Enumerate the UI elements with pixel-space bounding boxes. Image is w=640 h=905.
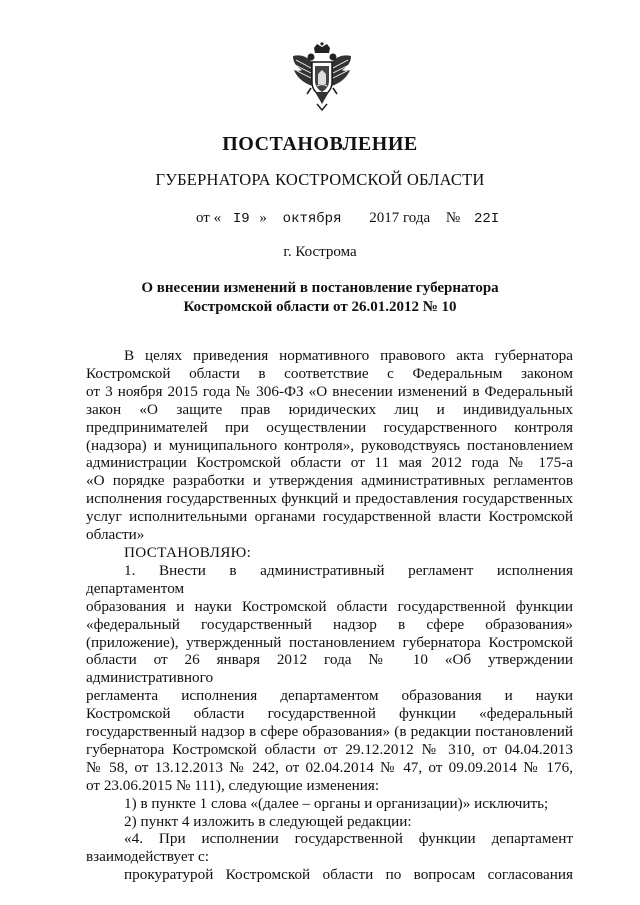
body-line: закон «О защите прав юридических лиц и индивидуальных (86, 400, 573, 418)
body-line: (надзора) и муниципального контроля», руководствуясь постановлением (86, 436, 573, 454)
body-line: 1) в пункте 1 слова «(далее – органы и организации)» исключить; (124, 794, 549, 812)
city-name: г. Кострома (283, 244, 357, 260)
body-line: области от 26 января 2012 года № 10 «Об утверждении административного (86, 651, 573, 687)
body-line: Костромской области государственной функции «федеральный (86, 705, 573, 723)
body-line: Костромской области в соответствие с Федеральным законом (86, 364, 573, 382)
date-month: октября (282, 211, 342, 227)
document-issuer: ГУБЕРНАТОРА КОСТРОМСКОЙ ОБЛАСТИ (155, 170, 485, 189)
body-line: администрации Костромской области от 11 мая 2012 года № 175-а (86, 454, 573, 472)
body-line: № 58, от 13.12.2013 № 242, от 02.04.2014 № 47, от 09.09.2014 № 176, (86, 758, 573, 776)
coat-of-arms-icon (287, 42, 357, 114)
body-line: исполнения государственных функций и предоставления государственных (86, 490, 573, 508)
body-line: «4. При исполнении государственной функции департамент (124, 830, 573, 848)
body-line: прокуратурой Костромской области по вопросам согласования (124, 866, 573, 884)
body-line: услуг исполнительными органами государственной власти Костромской (86, 508, 573, 526)
decree-word: ПОСТАНОВЛЯЮ: (124, 543, 252, 561)
body-line: предпринимателей при осуществлении государственного контроля (86, 418, 573, 436)
body-line: 2) пункт 4 изложить в следующей редакции: (124, 812, 412, 830)
body-line: «О порядке разработки и утверждения административных регламентов (86, 472, 573, 490)
body-line: регламента исполнения департаментом образования и науки (86, 687, 573, 705)
body-line: взаимодействует с: (86, 848, 209, 866)
body-line: В целях приведения нормативного правового акта губернатора (124, 347, 573, 364)
body-line: образования и науки Костромской области государственной функции (86, 597, 573, 615)
coat-of-arms-emblem (287, 42, 357, 114)
body-line: «федеральный государственный надзор в сфере образования» (86, 615, 573, 633)
body-line: области» (86, 526, 145, 544)
document-subject (0, 279, 640, 317)
body-line: 1. Внести в административный регламент исполнения департаментом (86, 561, 573, 597)
date-from-label: от « (196, 210, 222, 226)
number-sign: № (445, 210, 461, 226)
date-line (196, 210, 516, 227)
body-line: государственный надзор в сфере образования» (в редакции постановлений (86, 723, 573, 741)
document-body (86, 347, 573, 884)
body-line: от 3 ноября 2015 года № 306-ФЗ «О внесении изменений в Федеральный (86, 382, 573, 400)
body-line: от 23.06.2015 № 111), следующие изменения: (86, 776, 380, 794)
document-title: ПОСТАНОВЛЕНИЕ (222, 133, 418, 155)
body-line: (приложение), утвержденный постановлением губернатора Костромской (86, 633, 573, 651)
subject-line: Костромской области от 26.01.2012 № 10 (183, 299, 457, 315)
subject-line: О внесении изменений в постановление губернатора (141, 280, 499, 296)
body-line: губернатора Костромской области от 29.12.2012 № 310, от 04.04.2013 (86, 740, 573, 758)
document-number: 22I (473, 211, 500, 227)
date-day: I9 (232, 211, 250, 227)
date-year: 2017 года (369, 210, 431, 226)
date-close-quote: » (259, 210, 267, 226)
